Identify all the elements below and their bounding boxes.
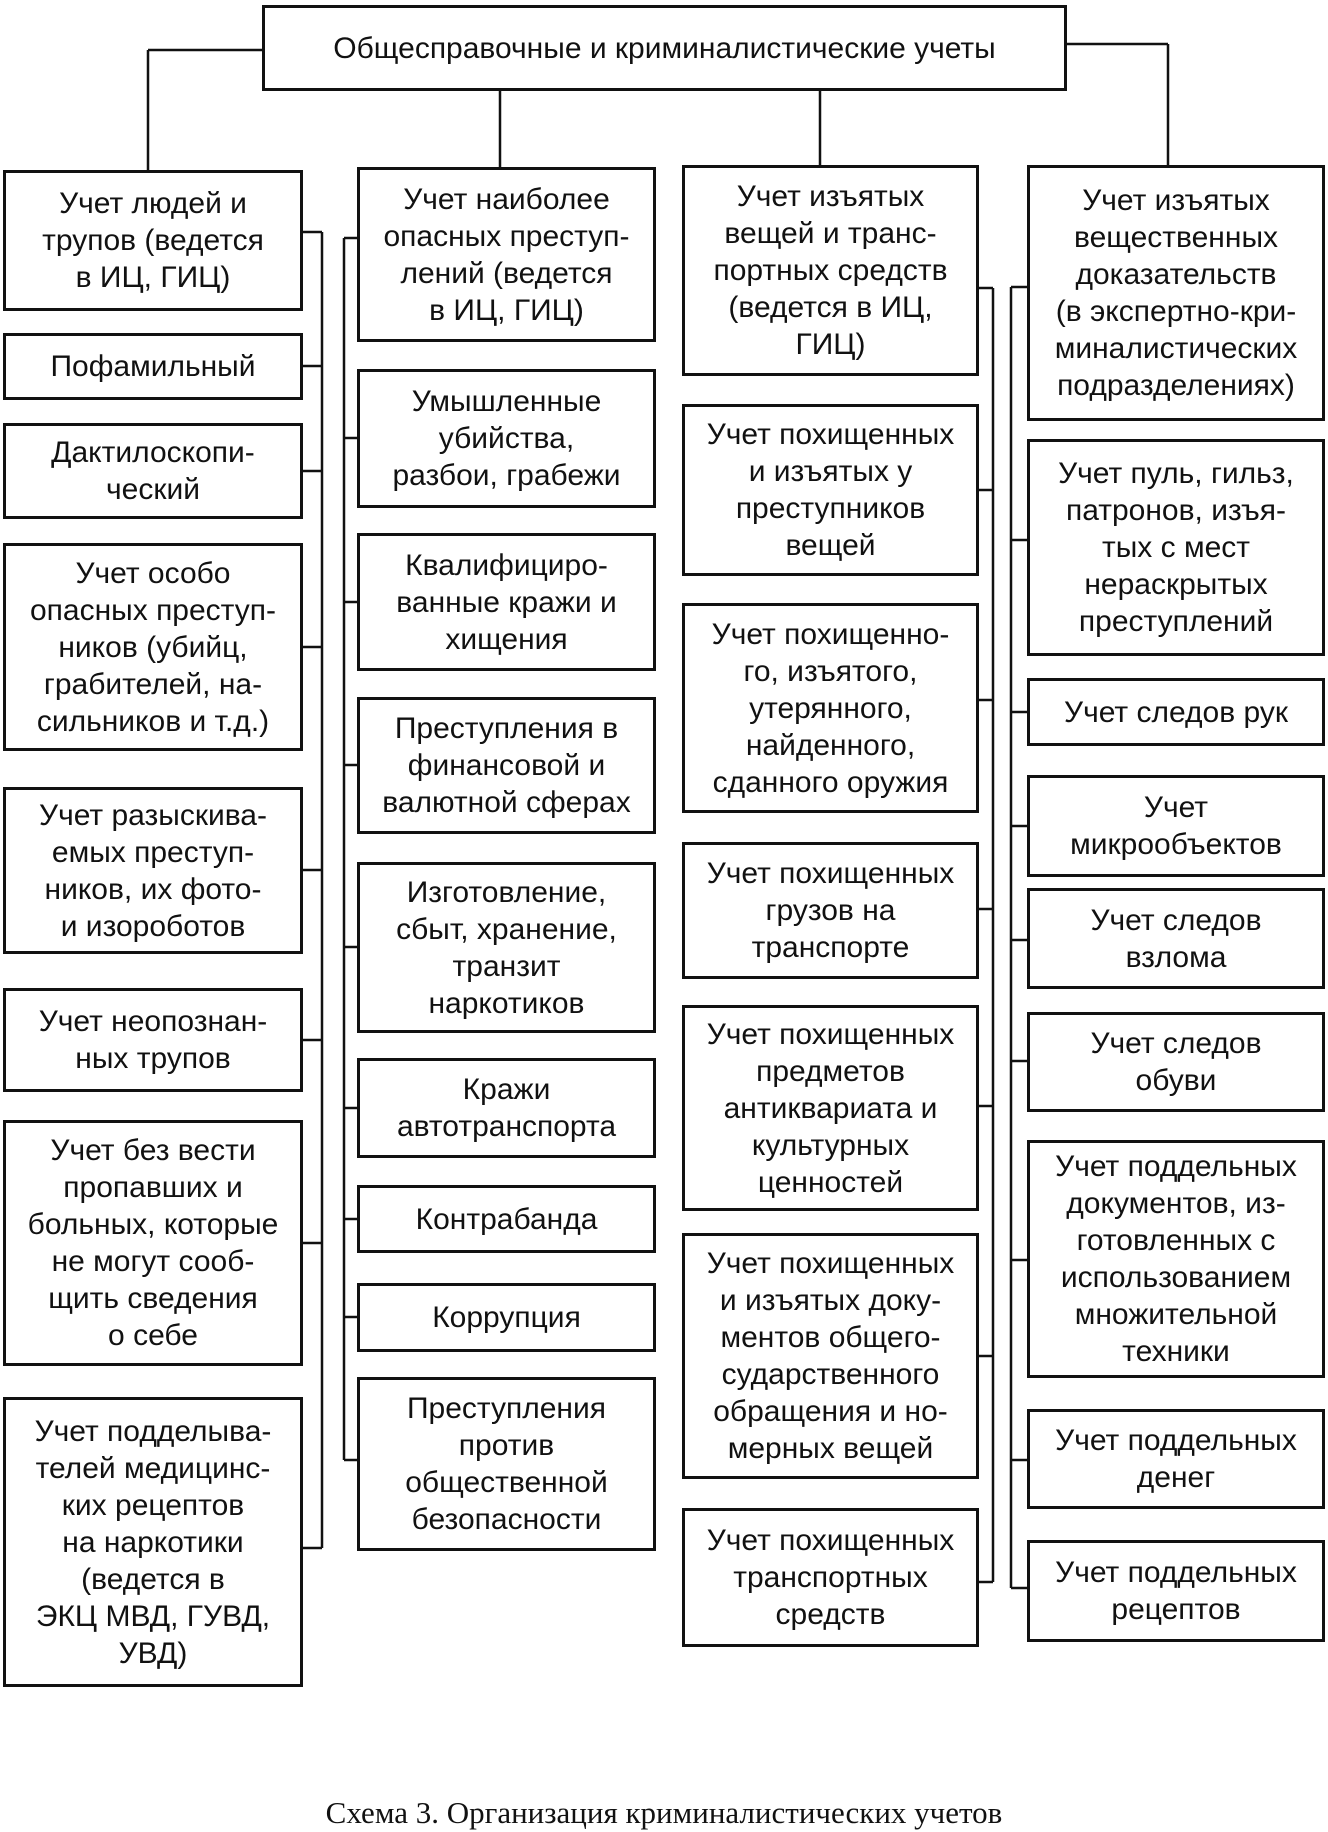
column-2-item: Кражи автотранспорта bbox=[357, 1058, 656, 1158]
column-4-item: Учет поддельных документов, из- готовленных с использованием множительной техники bbox=[1027, 1140, 1325, 1378]
column-4-item: Учет следов рук bbox=[1027, 678, 1325, 746]
column-1-item: Учет без вести пропавших и больных, которые не могут сооб- щить сведения о себе bbox=[3, 1120, 303, 1366]
column-2-item: Изготовление, сбыт, хранение, транзит наркотиков bbox=[357, 862, 656, 1033]
column-2-item: Умышленные убийства, разбои, грабежи bbox=[357, 369, 656, 508]
column-1-item: Учет неопознан- ных трупов bbox=[3, 988, 303, 1092]
figure-caption: Схема 3. Организация криминалистических учетов bbox=[325, 1795, 1003, 1830]
column-2-item: Квалифициро- ванные кражи и хищения bbox=[357, 533, 656, 671]
column-1-head: Учет людей и трупов (ведется в ИЦ, ГИЦ) bbox=[3, 170, 303, 311]
column-2-item: Преступления против общественной безопасности bbox=[357, 1377, 656, 1551]
column-2-item: Контрабанда bbox=[357, 1185, 656, 1253]
column-3-head: Учет изъятых вещей и транс- портных средств (ведется в ИЦ, ГИЦ) bbox=[682, 165, 979, 376]
column-3-item: Учет похищенных и изъятых доку- ментов общего- сударственного обращения и но- мерных вещей bbox=[682, 1233, 979, 1479]
column-4-item: Учет поддельных рецептов bbox=[1027, 1540, 1325, 1642]
column-3-item: Учет похищенных предметов антиквариата и культурных ценностей bbox=[682, 1005, 979, 1211]
root-box: Общесправочные и криминалистические учеты bbox=[262, 5, 1067, 91]
column-1-item: Дактилоскопи- ческий bbox=[3, 423, 303, 519]
column-2-item: Преступления в финансовой и валютной сферах bbox=[357, 697, 656, 834]
column-4-item: Учет поддельных денег bbox=[1027, 1409, 1325, 1509]
column-4-item: Учет следов взлома bbox=[1027, 888, 1325, 989]
column-3-item: Учет похищенных грузов на транспорте bbox=[682, 842, 979, 979]
column-3-item: Учет похищенно- го, изъятого, утерянного, найденного, сданного оружия bbox=[682, 603, 979, 813]
column-4-item: Учет пуль, гильз, патронов, изъя- тых с мест нераскрытых преступлений bbox=[1027, 439, 1325, 656]
column-2-head: Учет наиболее опасных преступ- лений (ведется в ИЦ, ГИЦ) bbox=[357, 167, 656, 342]
column-3-item: Учет похищенных транспортных средств bbox=[682, 1508, 979, 1647]
column-1-item: Пофамильный bbox=[3, 333, 303, 400]
column-3-item: Учет похищенных и изъятых у преступников вещей bbox=[682, 404, 979, 576]
column-4-head: Учет изъятых вещественных доказательств (в экспертно-кри- миналистических подразделениях) bbox=[1027, 165, 1325, 421]
column-1-item: Учет особо опасных преступ- ников (убийц, грабителей, на- сильников и т.д.) bbox=[3, 543, 303, 751]
column-4-item: Учет следов обуви bbox=[1027, 1012, 1325, 1112]
column-1-item: Учет разыскива- емых преступ- ников, их фото- и изороботов bbox=[3, 787, 303, 954]
column-2-item: Коррупция bbox=[357, 1283, 656, 1352]
column-4-item: Учет микрообъектов bbox=[1027, 775, 1325, 877]
column-1-item: Учет подделыва- телей медицинс- ких рецептов на наркотики (ведется в ЭКЦ МВД, ГУВД, УВД) bbox=[3, 1397, 303, 1687]
